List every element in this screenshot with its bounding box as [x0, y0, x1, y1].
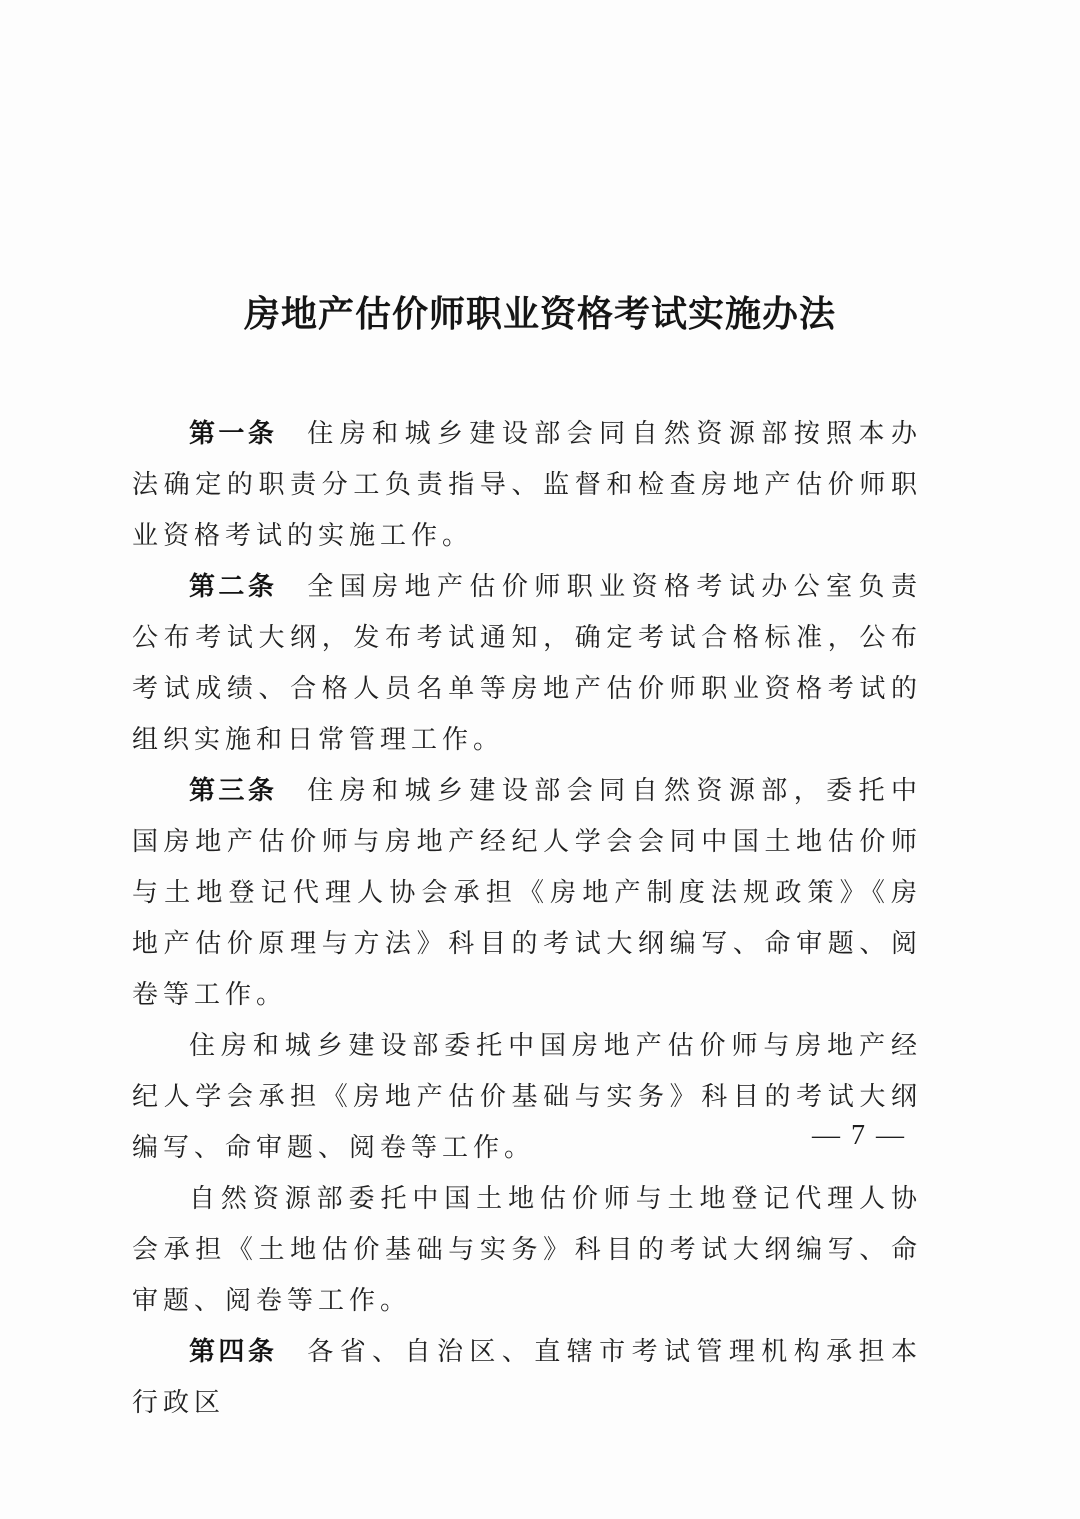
article-4-label: 第四条 [189, 1337, 278, 1367]
article-1-paragraph [132, 409, 922, 562]
article-3-subparagraph-1 [132, 1021, 922, 1174]
document-body [132, 409, 922, 1429]
article-1-text: 住房和城乡建设部会同自然资源部按照本办法确定的职责分工负责指导、监督和检查房地产估价师职业资格考试的实施工作。 [132, 419, 922, 551]
article-4-paragraph [132, 1327, 922, 1429]
article-4-text: 各省、自治区、直辖市考试管理机构承担本行政区 [132, 1337, 922, 1418]
article-3-subparagraph-2 [132, 1174, 922, 1327]
document-title: 房地产估价师职业资格考试实施办法 [243, 293, 836, 335]
article-3-sub-2-text: 自然资源部委托中国土地估价师与土地登记代理人协会承担《土地估价基础与实务》科目的考试大纲编写、命审题、阅卷等工作。 [132, 1184, 922, 1316]
article-1-label: 第一条 [189, 419, 278, 449]
article-2-paragraph [132, 562, 922, 766]
article-3-sub-1-text: 住房和城乡建设部委托中国房地产估价师与房地产经纪人学会承担《房地产估价基础与实务》科目的考试大纲编写、命审题、阅卷等工作。 [132, 1031, 922, 1163]
page-number: — 7 — [812, 1120, 906, 1151]
article-2-label: 第二条 [189, 572, 278, 602]
article-2-text: 全国房地产估价师职业资格考试办公室负责公布考试大纲，发布考试通知，确定考试合格标准，公布考试成绩、合格人员名单等房地产估价师职业资格考试的组织实施和日常管理工作。 [132, 572, 922, 755]
article-3-text: 住房和城乡建设部会同自然资源部，委托中国房地产估价师与房地产经纪人学会会同中国土地估价师与土地登记代理人协会承担《房地产制度法规政策》《房地产估价原理与方法》科目的考试大纲编写、命审题、阅卷等工作。 [132, 776, 922, 1010]
article-3-paragraph [132, 766, 922, 1021]
article-3-label: 第三条 [189, 776, 278, 806]
